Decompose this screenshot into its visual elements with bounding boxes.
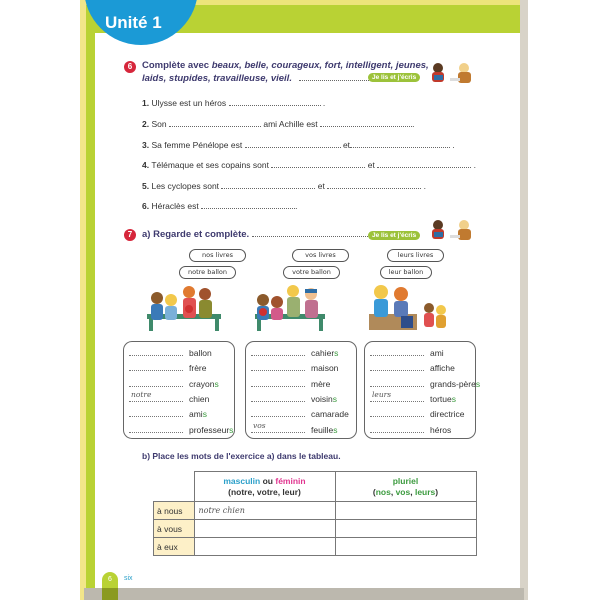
word-row: [251, 347, 338, 359]
bubble-vos-livres: vos livres: [292, 249, 349, 262]
plural-ending: s: [202, 409, 207, 420]
instruction-prefix: Complète avec: [142, 60, 210, 71]
sentence-3: 3. Sa femme Pénélope est et .: [142, 140, 455, 150]
word-row: [370, 408, 464, 420]
word-row: [129, 347, 212, 359]
bubble-leur-ballon: leur ballon: [380, 266, 432, 279]
plural-ending: s: [332, 393, 337, 404]
reading-writing-kids-icon: [428, 62, 476, 84]
answer-blank[interactable]: [251, 378, 305, 387]
noun: directrice: [430, 409, 465, 420]
header-plural: pluriel (nos, vos, leurs): [335, 472, 476, 502]
exercise-7-part-b: b) Place les mots de l'exercice a) dans le tableau.: [142, 451, 341, 461]
possessives-table: [153, 471, 477, 556]
page-shadow: [520, 0, 528, 600]
plural-ending: s: [475, 378, 481, 389]
answer-cell[interactable]: [335, 520, 476, 538]
handwritten-answer: notre: [131, 389, 152, 399]
noun: affiche: [430, 363, 455, 374]
noun: cahier: [311, 348, 335, 358]
answer-blank[interactable]: [370, 347, 424, 356]
bubble-votre-ballon: votre ballon: [283, 266, 340, 279]
noun: maison: [311, 363, 339, 374]
answer-blank[interactable]: [221, 181, 315, 189]
noun: ami: [430, 348, 444, 358]
answer-blank[interactable]: [129, 362, 183, 371]
header-singular: masculin ou féminin (notre, votre, leur): [194, 472, 335, 502]
noun: chien: [189, 393, 210, 404]
noun: feuille: [311, 424, 334, 435]
noun: ballon: [189, 348, 212, 358]
noun: voisin: [311, 393, 333, 404]
answer-blank[interactable]: [377, 160, 471, 168]
page-word: six: [124, 575, 133, 582]
bubble-nos-livres: nos livres: [189, 249, 246, 262]
answer-blank[interactable]: [370, 408, 424, 417]
handwritten-answer: leurs: [372, 389, 392, 399]
word-row: [370, 389, 456, 405]
sentence-5: 5. Les cyclopes sont et .: [142, 181, 427, 191]
word-row: [370, 378, 480, 390]
answer-blank[interactable]: [129, 347, 183, 356]
noun: tortue: [430, 393, 452, 404]
answer-blank[interactable]: [129, 389, 183, 402]
noun: camarade: [311, 409, 349, 420]
scene-children-bench-1: [145, 284, 225, 332]
word-row: [251, 362, 338, 374]
word-row: [251, 378, 330, 390]
word-row: [129, 424, 233, 436]
page-tab-shadow: [102, 588, 118, 600]
plural-ending: s: [451, 393, 456, 404]
exercise-6-number: 6: [124, 61, 136, 73]
answer-blank[interactable]: [129, 378, 183, 387]
exercise-7-part-a: a) Regarde et complète.: [142, 228, 376, 241]
noun: mère: [311, 378, 331, 389]
exercise-7-number: 7: [124, 229, 136, 241]
answer-blank[interactable]: [129, 408, 183, 417]
bubble-notre-ballon: notre ballon: [179, 266, 236, 279]
answer-blank[interactable]: [245, 140, 341, 148]
answer-blank[interactable]: [320, 119, 412, 127]
noun: ami: [189, 409, 203, 420]
answer-blank[interactable]: [251, 420, 305, 433]
word-row: [251, 408, 349, 420]
word-list-line-2: laids, stupides, travailleuse, vieil.: [142, 73, 292, 84]
answer-blank[interactable]: [201, 201, 295, 209]
word-row: [129, 408, 207, 420]
answer-cell[interactable]: [335, 502, 476, 520]
bubble-leurs-livres: leurs livres: [387, 249, 444, 262]
word-list-line-1: beaux, belle, courageux, fort, intelligent, jeunes,: [211, 60, 429, 71]
answer-blank[interactable]: [370, 389, 424, 402]
plural-ending: s: [229, 424, 234, 435]
handwritten-answer: vos: [253, 420, 266, 430]
page-bottom-shadow: [84, 588, 524, 600]
row-label: à eux: [154, 538, 195, 556]
plural-ending: s: [334, 348, 339, 358]
answer-blank[interactable]: [350, 140, 450, 148]
unit-title: Unité 1: [105, 13, 162, 32]
answer-cell[interactable]: [335, 538, 476, 556]
answer-blank[interactable]: [370, 362, 424, 371]
answer-blank[interactable]: [271, 160, 365, 168]
noun: professeur: [189, 424, 230, 435]
noun: héros: [430, 424, 452, 435]
word-row: [129, 362, 206, 374]
sentence-2: 2. Son ami Achille est .: [142, 119, 415, 129]
answer-blank[interactable]: [229, 98, 321, 106]
table-row: [154, 538, 477, 556]
je-lis-badge-6: Je lis et j'écris: [368, 73, 420, 82]
sentence-6: 6. Héraclès est .: [142, 201, 298, 211]
sentence-4: 4. Télémaque et ses copains sont et .: [142, 160, 476, 170]
word-row: [129, 378, 219, 390]
answer-blank[interactable]: [251, 408, 305, 417]
table-row: [154, 520, 477, 538]
answer-blank[interactable]: [251, 362, 305, 371]
scene-children-bench-2: [253, 284, 328, 332]
word-row: [370, 424, 451, 436]
answer-blank[interactable]: [251, 347, 305, 356]
plural-ending: s: [333, 424, 338, 435]
noun: frère: [189, 363, 207, 374]
answer-blank[interactable]: [169, 119, 261, 127]
noun: crayon: [189, 378, 215, 389]
answer-blank[interactable]: [129, 424, 183, 433]
je-lis-badge-7: Je lis et j'écris: [368, 231, 420, 240]
answer-cell[interactable]: [194, 538, 335, 556]
word-row: [370, 347, 444, 359]
answer-cell[interactable]: notre chien: [194, 502, 335, 520]
page-number: 6: [102, 572, 118, 600]
row-label: à nous: [154, 502, 195, 520]
reading-writing-kids-icon: [428, 219, 476, 241]
table-row: [154, 502, 477, 520]
answer-blank[interactable]: [327, 181, 421, 189]
answer-blank[interactable]: [370, 424, 424, 433]
word-row: [251, 420, 338, 436]
noun: grands-père: [430, 378, 476, 389]
word-row: [251, 393, 337, 405]
answer-blank[interactable]: [251, 393, 305, 402]
sentence-1: 1. Ulysse est un héros .: [142, 98, 326, 108]
answer-blank[interactable]: [370, 378, 424, 387]
instruction-dots: [299, 73, 369, 81]
answer-cell[interactable]: [194, 520, 335, 538]
scene-children-bench-3: [367, 284, 449, 332]
plural-ending: s: [214, 378, 219, 389]
row-label: à vous: [154, 520, 195, 538]
word-row: [370, 362, 455, 374]
word-row: [129, 389, 210, 405]
